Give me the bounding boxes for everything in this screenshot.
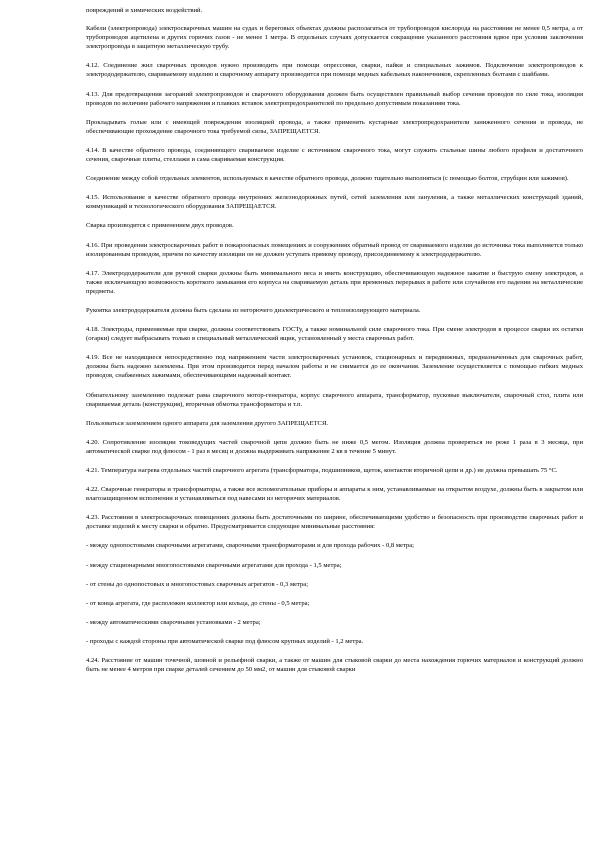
paragraph-holder-handle: Рукоятка электрододержателя должна быть сделана из негорючего диэлектрического и теплоизолирующего материала. <box>86 306 421 314</box>
paragraph-4-14: 4.14. В качестве обратного провода, соединяющего свариваемое изделие с источником сварочного тока, могут служить стальные шины любого профиля и достаточного сечения, сварочные плиты, стеллажи и сама свариваемая конструкция. <box>86 146 583 164</box>
paragraph-grounding-prohibited: Пользоваться заземлением одного аппарата для заземления другого ЗАПРЕЩАЕТСЯ. <box>86 419 328 427</box>
list-item-distance-automatic: - между автоматическими сварочными установками - 2 метра; <box>86 618 261 626</box>
paragraph-continuation: повреждений и химических воздействий. <box>86 7 203 14</box>
paragraph-4-17: 4.17. Электрододержатели для ручной сварки должны быть минимального веса и иметь конструкцию, обеспечивающую надежное зажатие и быструю смену электродов, а также исключающую возможность короткого замыкания его корпуса на свариваемую деталь при временных перерывах в работе или случайном его падении на металлические предметы. <box>86 269 583 295</box>
paragraph-4-15: 4.15. Использование в качестве обратного провода внутренних железнодорожных путей, сетей заземления или зануления, а также металлических конструкций зданий, коммуникаций и технологического оборудования ЗАПРЕЩАЕТСЯ. <box>86 194 583 211</box>
paragraph-bare-wires-prohibited: Прокладывать голые или с имеющей повреждения изоляцией провода, а также применять кустарные электропредохранители заниженного сечения и провода, не обеспечивающие прохождение сварочного тока требуемой силы, ЗАПРЕЩАЕТСЯ. <box>86 118 583 135</box>
paragraph-4-18: 4.18. Электроды, применяемые при сварке, должны соответствовать ГОСТу, а также номинальной силе сварочного тока. При смене электродов в процессе сварки их остатки (огарки) следует выбрасывать только в специальный металлический ящик, установленный у места сварочных работ. <box>86 326 583 343</box>
list-item-distance-collector: - от конца агрегата, где расположен коллектор или кольца, до стены - 0,5 метра; <box>86 599 310 607</box>
paragraph-4-16: 4.16. При проведении электросварочных работ в пожароопасных помещениях и сооружениях обратный провод от свариваемого изделия до источника тока выполняется только изолированным проводом, причем по качеству изоляции он не должен уступать прямому проводу, присоединяемому к электрододержателю. <box>86 241 583 258</box>
paragraph-4-23: 4.23. Расстояния в электросварочных помещениях должны быть достаточными по ширине, обеспечивающими удобство и безопасность при производстве сварочных работ и доставке изделий к месту сварки и обратно. Предусматривается следующие минимальные расстояния: <box>86 514 583 531</box>
paragraph-4-22: 4.22. Сварочные генераторы и трансформаторы, а также все вспомогательные приборы и аппараты к ним, устанавливаемые на открытом воздухе, должны быть в закрытом или влагозащищенном исполнении и устанавливаться под навесами из негорючих материалов. <box>86 486 583 503</box>
paragraph-4-21: 4.21. Температура нагрева отдельных частей сварочного агрегата (трансформатора, подшипников, щеток, контактов вторичной цепи и др.) не должна превышать 75 °С. <box>86 467 558 474</box>
paragraph-4-19: 4.19. Все не находящиеся непосредственно под напряжением части электросварочных установок, стационарных и передвижных, предназначенных для сварочных работ, должны быть надежно заземлены. При этом производится перед началом работы и не снимается до ее окончания. Заземление осуществляется с помощью гибких медных проводов, снабженных зажимами, обеспечивающими надежный контакт. <box>86 354 583 380</box>
paragraph-4-20: 4.20. Сопротивление изоляции токоведущих частей сварочной цепи должно быть не ниже 0,5 мегом. Изоляция должна проверяться не реже 1 раза в 3 месяца, при автоматической сварке под флюсом - 1 раз в месяц и должна выдерживать напряжение 2 кв в течение 5 минут. <box>86 438 583 455</box>
paragraph-cable-distance: Кабели (электропровода) электросварочных машин на судах и береговых объектах должны располагаться от трубопроводов кислорода на расстоянии не менее 0,5 метра, а от трубопроводов ацетилена и других горючих газов - не менее 1 метра. В отдельных случаях допускается сокращение указанного расстояния вдвое при условии заключения электропровода в защитную металлическую трубу. <box>86 25 583 51</box>
paragraph-two-wires: Сварка производится с применением двух проводов. <box>86 222 234 230</box>
paragraph-4-24: 4.24. Расстояние от машин точечной, шовной и рельефной сварки, а также от машин для стыковой сварки до места нахождения горючих материалов и конструкций должно быть не менее 4 метров при сварке деталей сечением до 50 мм2, от машин для стыковой сварки <box>86 657 583 674</box>
list-item-distance-flux: - проходы с каждой стороны при автоматической сварке под флюсом крупных изделий - 1,2 метра. <box>86 637 364 645</box>
list-item-distance-wall: - от стены до однопостовых и многопостовых сварочных агрегатов - 0,3 метра; <box>86 580 309 588</box>
list-item-distance-single-post: - между однопостовыми сварочными агрегатами, сварочными трансформаторами и для прохода рабочих - 0,8 метра; <box>86 542 414 550</box>
paragraph-return-wire-joints: Соединение между собой отдельных элементов, используемых в качестве обратного провода, должно тщательно выполняться (с помощью болтов, струбцин или зажимов). <box>86 175 569 183</box>
paragraph-4-13: 4.13. Для предотвращения загораний электропроводов и сварочного оборудования должен быть осуществлен правильный выбор сечения проводов по силе тока, изоляция проводов по величине рабочего напряжения и плавких вставок электропредохранителей по предельно допустимым показаниям тока. <box>86 90 583 107</box>
paragraph-4-12: 4.12. Соединение жил сварочных проводов нужно производить при помощи опрессовки, сварки, пайки и специальных зажимов. Подключение электропроводов к электрододержателю, свариваемому изделию и сварочному аппарату производится при помощи медных кабельных наконечников, скрепленных болтами с шайбами. <box>86 62 583 79</box>
paragraph-mandatory-grounding: Обязательному заземлению подлежат рама сварочного мотор-генератора, корпус сварочного аппарата, трансформатор, пусковые выключатели, сварочный стол, плита или свариваемая деталь (конструкция), вторичная обмотка трансформатора и т.п. <box>86 391 583 408</box>
list-item-distance-multi-post: - между стационарными многопостовыми сварочными агрегатами для прохода - 1,5 метра; <box>86 561 342 569</box>
